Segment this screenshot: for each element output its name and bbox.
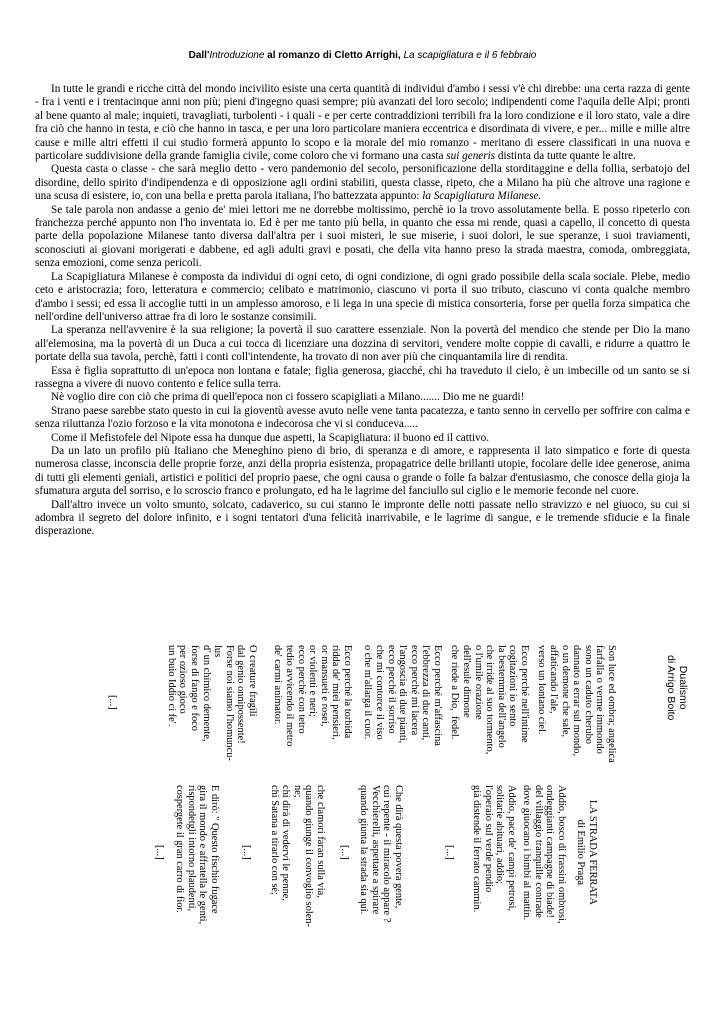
- paragraph: Da un lato un profilo più Italiano che Meneghino pieno di brio, di speranza e di amore, e rappresenta il lato simpatico e forte di questa numerosa classe, inconscia delle proprie forze, anzi della propria esistenza, propagatrice delle brillanti utopie, focolare delle idee generose, anima di tutti gli elementi geniali, artistici e politici del proprio paese, che ogni causa o grande o folle fa balzar d'entusiasmo, che conosce della gioja la sfumatura arguta del sorriso, e lo scroscio franco e prolungato, ed ha le lagrime del fanciullo sul ciglio e le memorie feconde nel cuore.: [35, 444, 690, 498]
- strada-title: LA STRADA FERRATA di Emilio Praga: [575, 800, 598, 905]
- title-prefix: Dall': [188, 50, 210, 61]
- strada-ellipsis-2: [...]: [339, 845, 350, 860]
- dualismo-stanza-2: Ecco perché nell'intime cogitazioni io sento la bestemmia dell'angelo che irride al suo tormento, o l'umile orazione dell'esule dimone che riede a Dio, fedel.: [449, 645, 530, 755]
- paragraph: Nè voglio dire con ciò che prima di quell'epoca non ci fossero scapigliati a Milano....... Dio me ne guardi!: [51, 391, 525, 404]
- dualismo-stanza-5: O creature fragili dal genio onnipossente! Forse noi siamo l'homuncu- lus d' un chimico demente, forse di fango e foco per ozioso gioco un buio Iddio ci fe'.: [165, 645, 258, 761]
- strada-stanza-1: Addio, bosco di frassini ombrosi, ondeggianti campagne di biade! del villaggio tranquille contrade dove giuocano i bimbi al mattin.: [521, 785, 567, 924]
- strada-stanza-2: Addio, pace de' campi petrosi, solitarie abituari, addio; l'operaio sul verde pendio già distende il ferrato cammin.: [471, 785, 517, 913]
- paragraph: Essa è figlia soprattutto di un'epoca non lontana e fatale; figlia generosa, giacché, chi ha traveduto il cielo, è un imbecille od un santo se si rassegna a vivere di nuovo contento e felice sulla terra.: [35, 364, 690, 390]
- paragraph: Dall'altro invece un volto smunto, solcato, cadaverico, su cui stanno le impronte delle notti passate nello stravizzo e nel giuoco, su cui si adombra il segreto del dolore infinito, e i sogni tentatori d'una felicità inarrivabile, e le lagrime di sangue, e le tremende sfiducie e la finale disperazione.: [35, 498, 690, 538]
- paragraph: Strano paese sarebbe stato questo in cui la gioventù avesse avuto nelle vene tanta pacatezza, e tanto senno in cervello per soffrire con calma e senza riluttanza l'ozio forzoso e la vita monotona e indecorosa che vi si conduceva.....: [35, 404, 690, 431]
- paragraph: In tutte le grandi e ricche città del mondo incivilito esiste una certa quantità di individui d'ambo i sessi v'è chi direbbe: una certa razza di gente - fra i venti e i trentacinque anni non più; pieni d'ingegno quasi sempre; più avanzati del loro secolo; indipendenti come l'aquila delle Alpi; pronti al bene quanto al male; inquieti, travagliati, turbolenti - i quali - e per certe contraddizioni terribili fra la loro condizione e il loro stato, vale a dire fra ciò che hanno in testa, e ciò che hanno in tasca, e per una loro particolare maniera eccentrica e disordinata di vivere, e per... mille e mille altre cause e mille altri effetti il cui studio formerà appunto lo scopo e la morale del mio romanzo - meritano di essere classificati in una nuova e particolare suddivisione della grande famiglia civile, come coloro che vi formano una casta sui generis distinta da tutte quante le altre.: [35, 83, 690, 163]
- paragraph: Come il Mefistofele del Nipote essa ha dunque due aspetti, la Scapigliatura: il buono ed il cattivo.: [51, 431, 490, 444]
- dualismo-stanza-4: Ecco perché la torbida ridda de' miei pensieri, or mansueti e rosei, or violenti e neri; ecco perché con tetro tedio avvicendo il metro de' carmi animator.: [272, 645, 353, 747]
- title-middle: al romanzo di Cletto Arrighi,: [264, 50, 404, 61]
- strada-stanza-3: Che dirà questa povera gente, cui repente - il miracolo appare ? Vecchierelli, aspettate a spirare quando giunta la strada sia qui.: [358, 785, 404, 923]
- dualismo-title: Dualismo di Arrigo Boito: [665, 655, 689, 721]
- dualismo-stanza-1: Son luce ed ombra; angelica farfalla o verme immondo sono un caduto cherubo dannato a errar sul mondo, o un demone che sale, affaticando l'ale, verso un lontano ciel.: [536, 645, 617, 763]
- strada-stanza-4: che clamori faran sulla via, quando giunge il convoglio solen- ne; chi dirà di vedervi le penne, chi Satana a tirarlo con sé;: [268, 785, 326, 927]
- paragraph: Questa casta o classe - che sarà meglio detto - vero pandemonio del secolo, personificazione della storditaggine e della follia, serbatojo del disordine, dello spirito d'indipendenza e di opposizione agli ordini stabiliti, questa classe, ripeto, che a Milano ha più che altrove una ragione e una scusa di esistere, io, con una bella e pretta parola italiana, l'ho battezzata appunto: la Scapigliatura Milanese.: [35, 163, 690, 203]
- paragraph: Se tale parola non andasse a genio de' miei lettori me ne dorrebbe moltissimo, perchè io la trovo assolutamente bella. E posso ripeterlo con franchezza perché appunto non l'ho inventata io. Ed è per me tanto più bella, in quanto che essa mi rende, quasi a capello, il concetto di questa parte della popolazione Milanese tanto diversa dall'altra per i suoi misteri, le sue miserie, i suoi dolori, le sue speranze, i suoi traviamenti, sconosciuti ai giovani morigerati e dabbene, ed agli adulti gravi e posati, che della vita hanno preso la strada maestra, comoda, ombreggiata, senza emozioni, come senza pericoli.: [35, 203, 690, 270]
- title-book: La scapigliatura e il 6 febbraio: [403, 50, 537, 61]
- paragraph: La Scapigliatura Milanese è composta da individui di ogni ceto, di ogni condizione, di ogni grado possibile della scala sociale. Plebe, medio ceto e aristocrazia; foro, letteratura e commercio; celibato e matrimonio, ciascuno vi porta il suo tributo, ciascuno vi conta qualche membro d'ambo i sessi; ed essa li accoglie tutti in un amplesso amoroso, e li lega in una specie di mistica consorteria, forse per quella forza simpatica che nell'ordine dell'universo attrae fra di loro le sostanze consimili.: [35, 270, 690, 323]
- strada-ellipsis-4: [...]: [154, 845, 165, 860]
- title-intro: Introduzione: [209, 50, 265, 61]
- dualismo-ellipsis: [...]: [107, 695, 118, 710]
- strada-ellipsis-1: [...]: [444, 845, 455, 860]
- paragraph: La speranza nell'avvenire è la sua religione; la povertà il suo carattere essenziale. Non la povertà del mendico che stende per Dio la mano all'elemosina, ma la povertà di un Duca a cui tocca di licenziare una dozzina di servitori, vendere molte coppie di cavalli, e ridurre a quattro le portate della sua tavola, perchè, fatti i conti coll'intendente, ha trovato di non aver più che cinquantamila lire di rendita.: [35, 324, 690, 364]
- dualismo-stanza-3: Ecco perché m'affascina l'ebbrezza di due canti, ecco perché mi lacera l'angoscia di due pianti, ecco perché il sorriso che mi contorce il viso o che m'allarga il cuor.: [362, 645, 443, 746]
- strada-stanza-5: E dirò: " Questo fischio fugace gira il mondo e affratella le genti, rispondetgli intorno plaudenti, cospergete il gran carro di fior.: [174, 785, 220, 925]
- strada-ellipsis-3: [...]: [241, 845, 252, 860]
